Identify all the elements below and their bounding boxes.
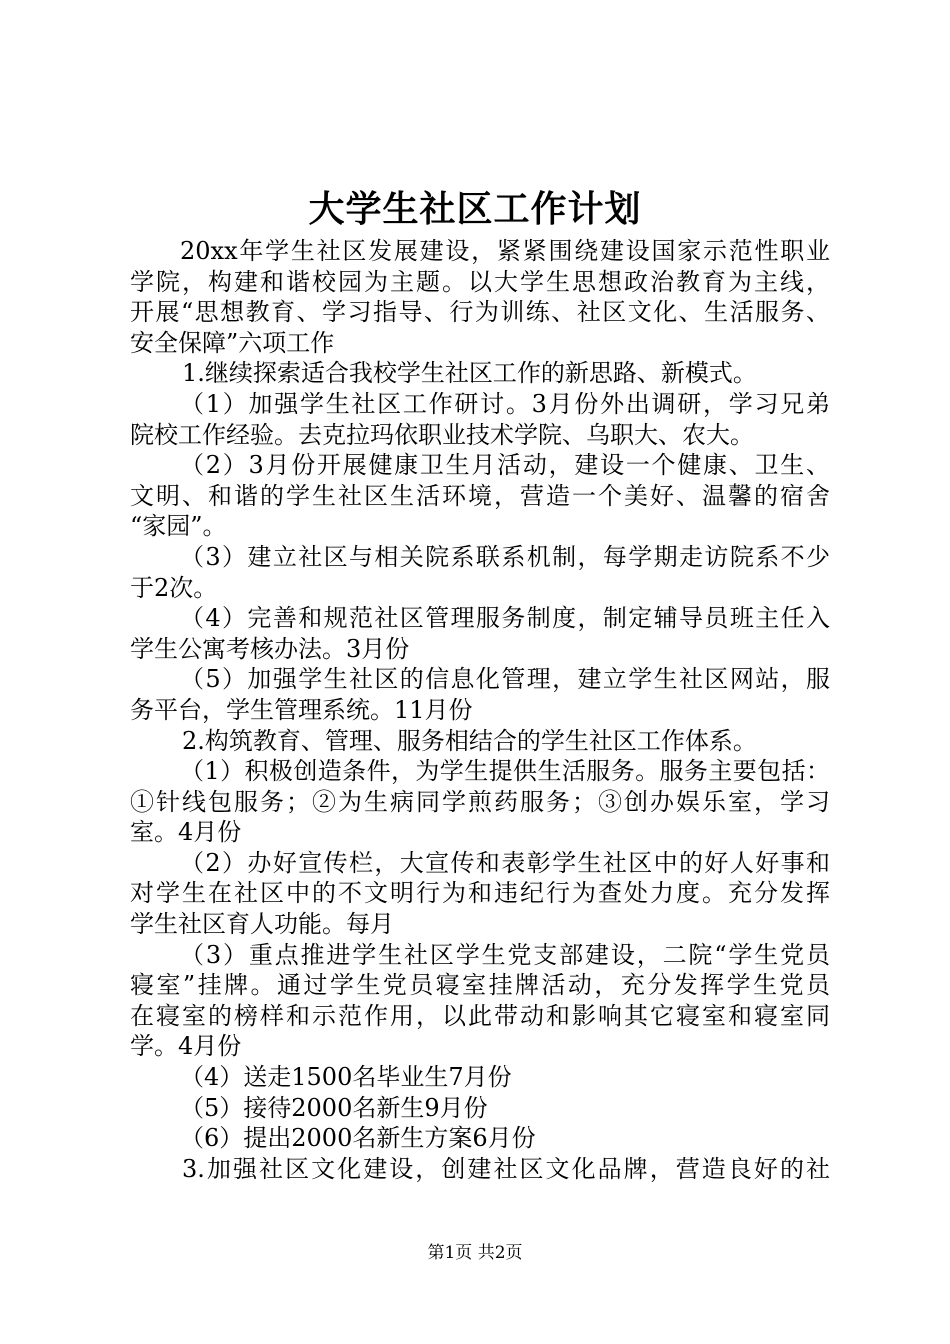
text-line: 文明、和谐的学生社区生活环境，营造一个美好、温馨的宿舍: [130, 481, 830, 510]
text-line: （5）加强学生社区的信息化管理，建立学生社区网站，服: [180, 665, 830, 694]
text-line: （1）加强学生社区工作研讨。3月份外出调研，学习兄弟: [180, 389, 830, 418]
text-line: 对学生在社区中的不文明行为和违纪行为查处力度。充分发挥: [130, 879, 830, 908]
text-line: 3.加强社区文化建设，创建社区文化品牌，营造良好的社: [182, 1154, 830, 1183]
text-line: （2）办好宣传栏，大宣传和表彰学生社区中的好人好事和: [180, 848, 830, 877]
text-line: 20xx年学生社区发展建设，紧紧围绕建设国家示范性职业: [180, 237, 830, 265]
text-line: 1.继续探索适合我校学生社区工作的新思路、新模式。: [182, 359, 757, 388]
text-line: （6）提出2000名新生方案6月份: [180, 1124, 536, 1153]
text-line: （5）接待2000名新生9月份: [180, 1093, 488, 1122]
text-line: ①针线包服务；②为生病同学煎药服务；③创办娱乐室，学习: [130, 787, 830, 816]
text-line: 寝室”挂牌。通过学生党员寝室挂牌活动，充分发挥学生党员: [130, 971, 830, 1000]
text-line: 学生社区育人功能。每月: [130, 910, 394, 939]
text-line: （4）送走1500名毕业生7月份: [180, 1063, 512, 1092]
text-line: 2.构筑教育、管理、服务相结合的学生社区工作体系。: [182, 726, 757, 755]
text-line: 学院，构建和谐校园为主题。以大学生思想政治教育为主线，: [130, 267, 830, 296]
text-line: 学。4月份: [130, 1032, 242, 1061]
text-line: 在寝室的榜样和示范作用，以此带动和影响其它寝室和寝室同: [130, 1001, 830, 1030]
text-line: （4）完善和规范社区管理服务制度，制定辅导员班主任入: [180, 604, 830, 633]
text-line: 学生公寓考核办法。3月份: [130, 634, 410, 663]
text-line: 室。4月份: [130, 818, 242, 847]
text-line: “家园”。: [130, 512, 227, 541]
text-line: （3）重点推进学生社区学生党支部建设，二院“学生党员: [180, 940, 830, 969]
document-body: [130, 236, 830, 1184]
text-line: 院校工作经验。去克拉玛依职业技术学院、乌职大、农大。: [130, 420, 754, 449]
text-line: 务平台，学生管理系统。11月份: [130, 695, 473, 724]
text-line: （1）积极创造条件，为学生提供生活服务。服务主要包括：: [180, 757, 830, 786]
text-line: （3）建立社区与相关院系联系机制，每学期走访院系不少: [180, 542, 830, 571]
page-footer: 第1页 共2页: [427, 1243, 523, 1263]
text-line: 于2次。: [130, 573, 218, 602]
text-line: 安全保障”六项工作: [130, 328, 335, 357]
document-title: 大学生社区工作计划: [308, 188, 642, 230]
text-line: 开展“思想教育、学习指导、行为训练、社区文化、生活服务、: [130, 298, 830, 327]
text-line: （2）3月份开展健康卫生月活动，建设一个健康、卫生、: [180, 451, 830, 480]
